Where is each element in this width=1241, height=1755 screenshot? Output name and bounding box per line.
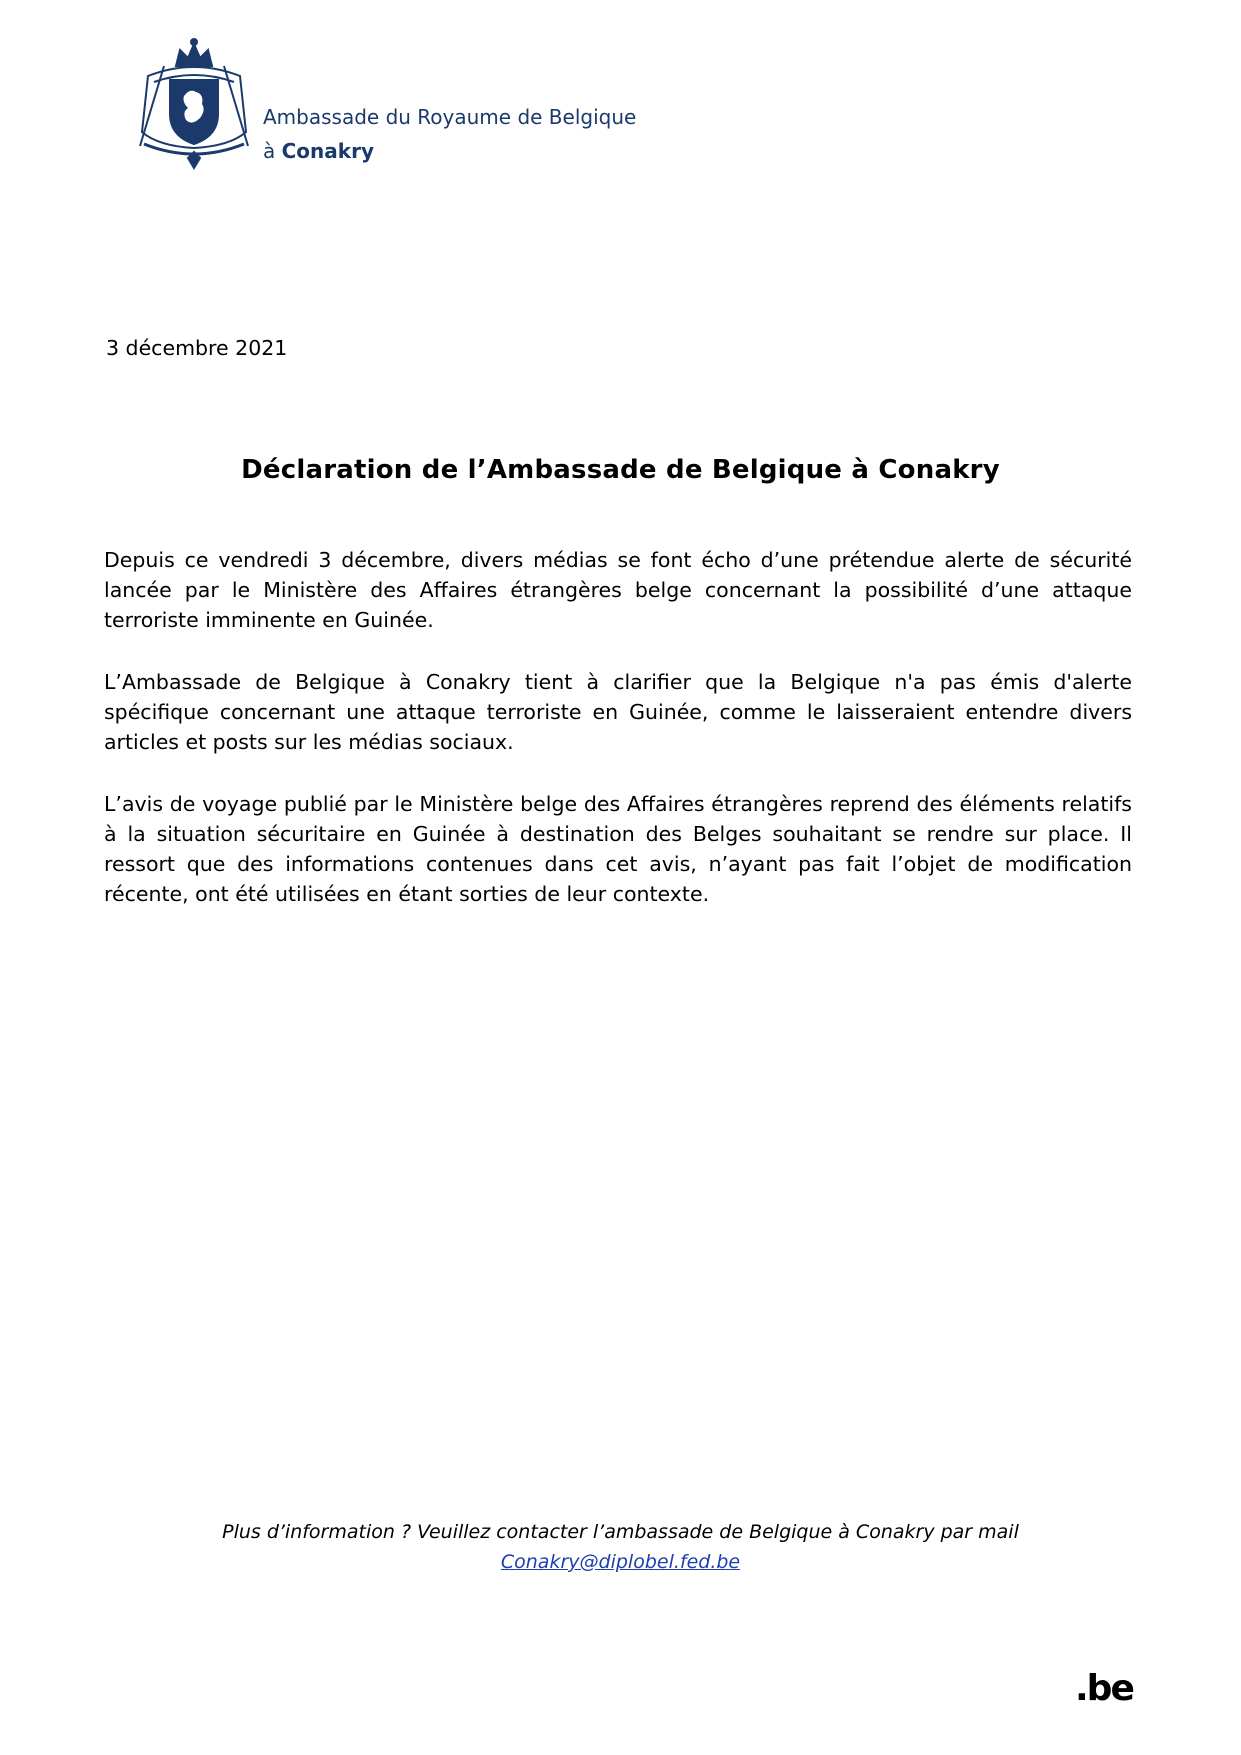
document-date: 3 décembre 2021 bbox=[106, 336, 288, 360]
contact-email-link[interactable]: Conakry@diplobel.fed.be bbox=[500, 1551, 741, 1573]
contact-footer bbox=[0, 1517, 1241, 1577]
belgian-coat-of-arms-icon bbox=[130, 36, 258, 170]
embassy-city: Conakry bbox=[281, 139, 374, 163]
statement-body bbox=[104, 545, 1132, 941]
paragraph-1: Depuis ce vendredi 3 décembre, divers médias se font écho d’une prétendue alerte de sécurité lancée par le Ministère des Affaires étrangères belge concernant la possibilité d’une attaque terroriste imminente en Guinée. bbox=[104, 548, 1132, 632]
embassy-name: Ambassade du Royaume de Belgique bbox=[263, 105, 637, 129]
city-prefix: à bbox=[263, 139, 276, 163]
contact-text: Plus d’information ? Veuillez contacter l’ambassade de Belgique à Conakry par mail bbox=[222, 1521, 1019, 1543]
letterhead bbox=[263, 100, 636, 168]
paragraph-2: L’Ambassade de Belgique à Conakry tient à clarifier que la Belgique n'a pas émis d'alerte spécifique concernant une attaque terroriste en Guinée, comme le laisseraient entendre divers articles et posts sur les médias sociaux. bbox=[104, 670, 1132, 754]
embassy-city-line bbox=[263, 134, 636, 168]
paragraph-3: L’avis de voyage publié par le Ministère belge des Affaires étrangères reprend des éléments relatifs à la situation sécuritaire en Guinée à destination des Belges souhaitant se rendre sur place. Il ressort que des informations contenues dans cet avis, n’ayant pas fait l’objet de modification récente, ont été utilisées en étant sorties de leur contexte. bbox=[104, 792, 1132, 906]
page-title: Déclaration de l’Ambassade de Belgique à Conakry bbox=[241, 455, 1000, 485]
be-logo: .be bbox=[1075, 1668, 1133, 1709]
